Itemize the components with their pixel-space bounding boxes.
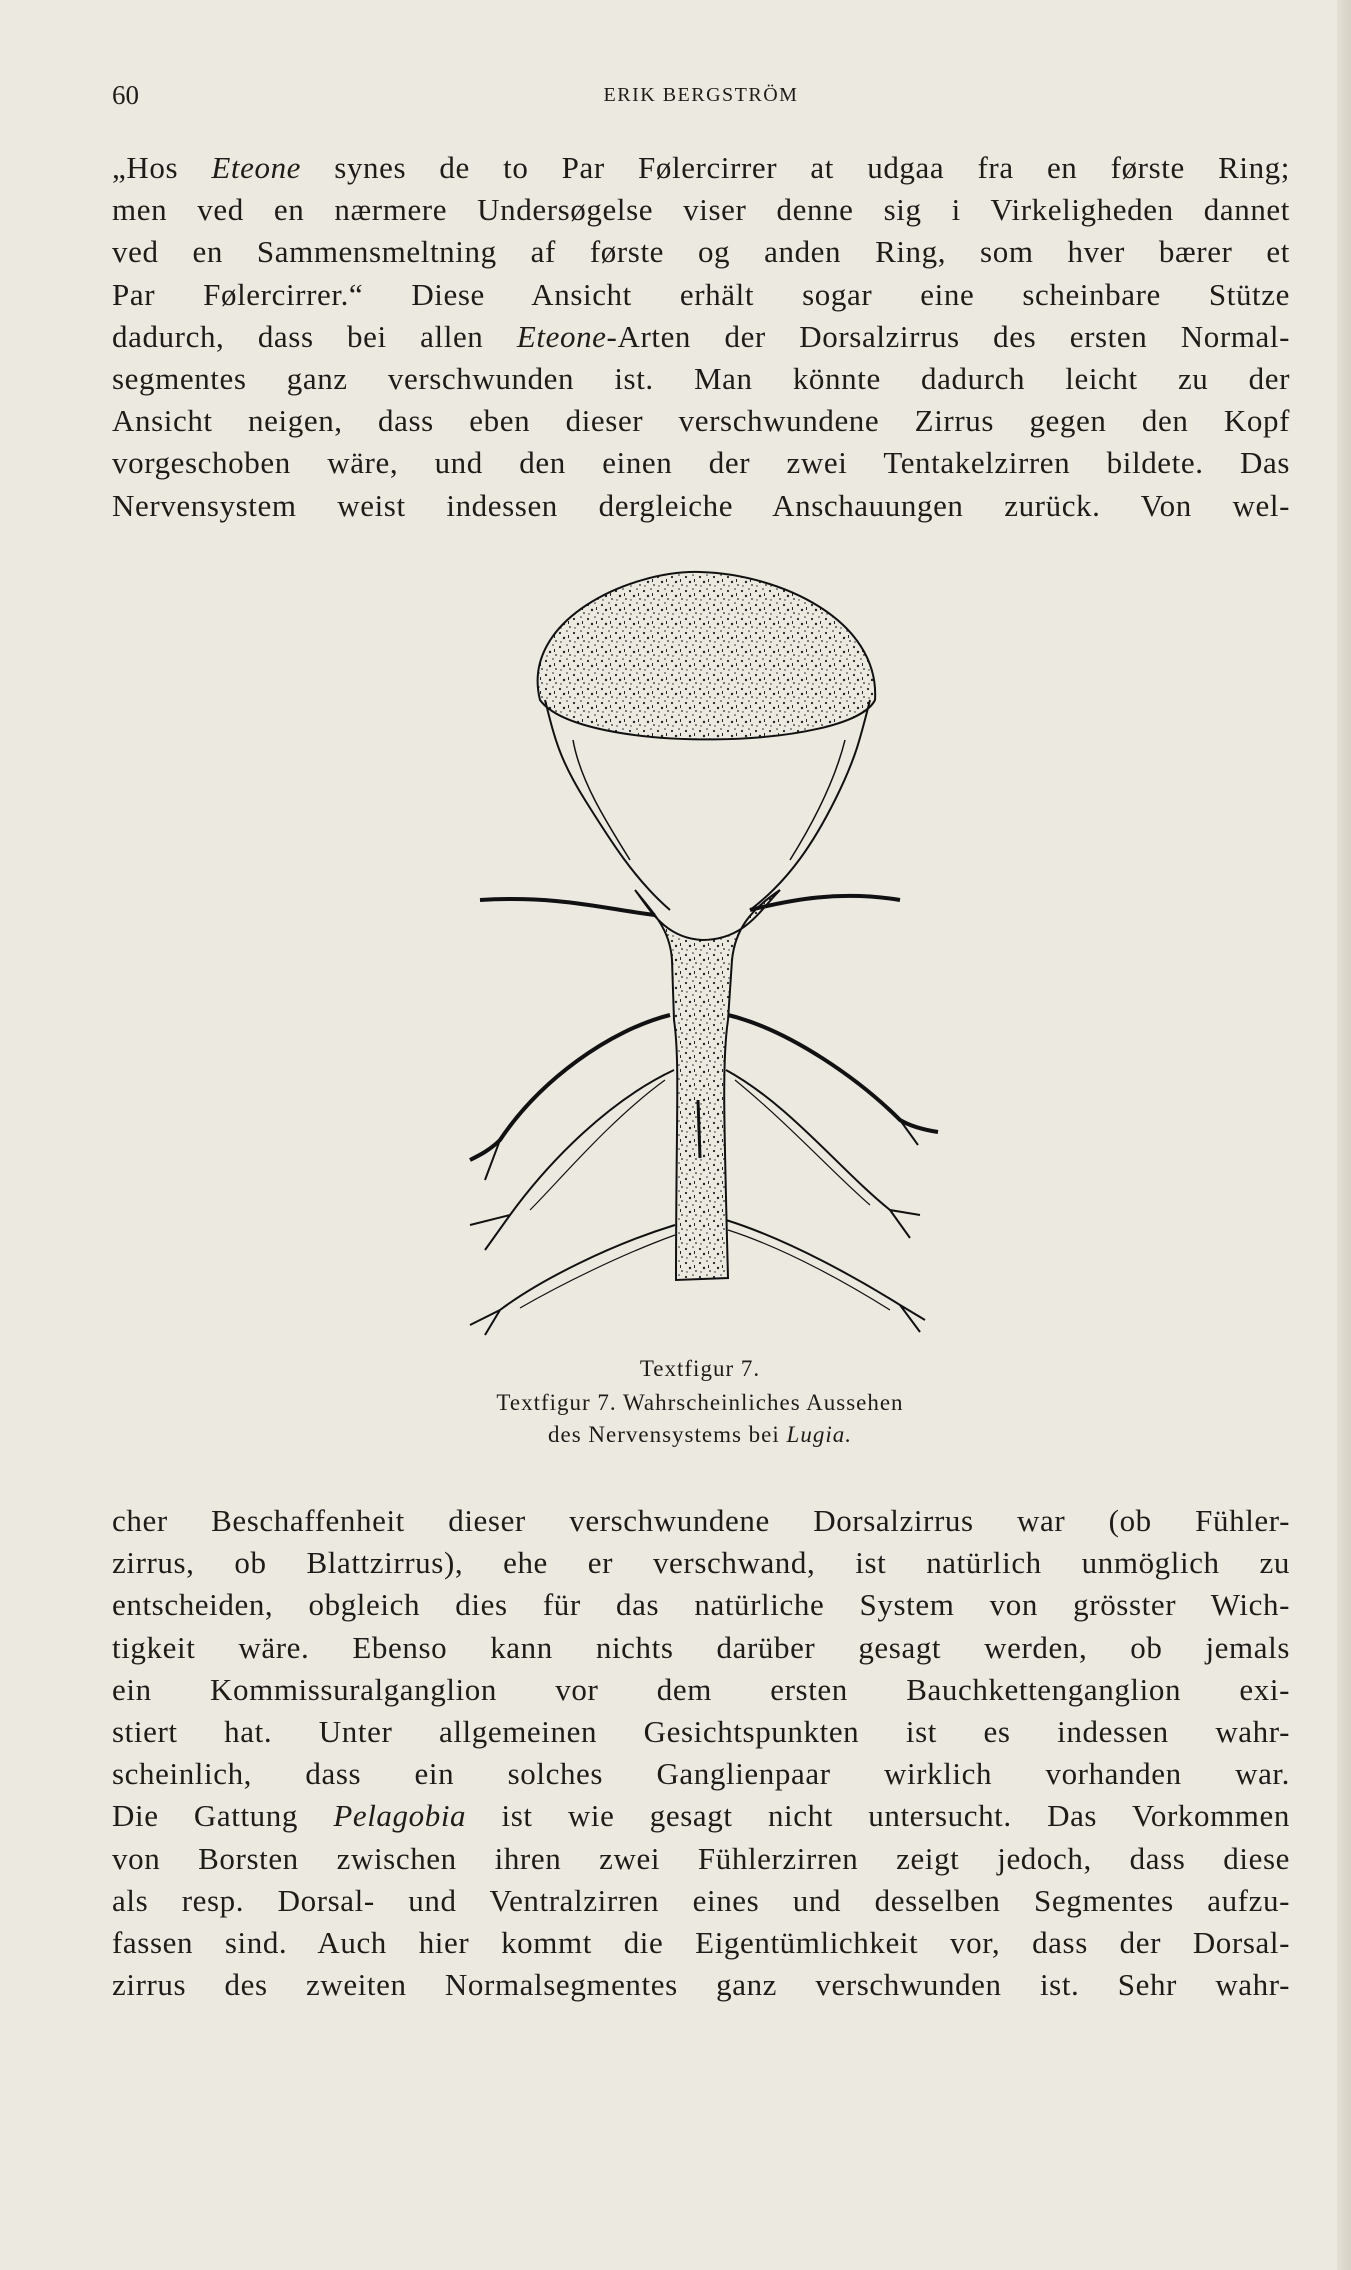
third-right-nerve bbox=[726, 1070, 920, 1238]
third-left-nerve-inner bbox=[530, 1080, 665, 1210]
line-text: Par Følercirrer.“ Diese Ansicht erhält sogar eine scheinbare Stütze bbox=[112, 276, 1290, 312]
line-text: entscheiden, obgleich dies für das natürliche System von grösster Wich- bbox=[112, 1587, 1290, 1623]
text-line bbox=[112, 1753, 1290, 1795]
line-text: fassen sind. Auch hier kommt die Eigentümlichkeit vor, dass der Dorsal- bbox=[112, 1925, 1290, 1961]
text-line bbox=[112, 1922, 1290, 1964]
line-text: ein Kommissuralganglion vor dem ersten Bauchkettenganglion exi- bbox=[112, 1671, 1290, 1707]
line-text: Die Gattung bbox=[112, 1798, 334, 1834]
line-text: tigkeit wäre. Ebenso kann nichts darüber gesagt werden, ob jemals bbox=[112, 1629, 1290, 1665]
italic-term: Pelagobia bbox=[333, 1798, 467, 1834]
text-line bbox=[112, 274, 1290, 316]
text-line bbox=[112, 189, 1290, 231]
figure-caption-line-1: Textfigur 7. Wahrscheinliches Aussehen bbox=[496, 1390, 904, 1415]
text-line bbox=[112, 1584, 1290, 1626]
page-edge bbox=[1337, 0, 1351, 2270]
ventral-nerve-cord bbox=[635, 890, 780, 1280]
paragraph-1 bbox=[112, 147, 1290, 527]
line-text: von Borsten zwischen ihren zwei Fühlerzirren zeigt jedoch, dass diese bbox=[112, 1840, 1290, 1876]
caption-genus: Lugia. bbox=[786, 1422, 852, 1447]
text-line bbox=[112, 1669, 1290, 1711]
right-connective-inner bbox=[790, 740, 845, 860]
line-text: als resp. Dorsal- und Ventralzirren eines und desselben Segmentes aufzu- bbox=[112, 1882, 1290, 1918]
page-header bbox=[112, 80, 1290, 120]
line-text: dadurch, dass bei allen bbox=[112, 318, 517, 354]
third-right-nerve-inner bbox=[735, 1080, 870, 1205]
line-text: segmentes ganz verschwunden ist. Man könnte dadurch leicht zu der bbox=[112, 361, 1290, 397]
brain-ganglion bbox=[538, 572, 876, 739]
fourth-right-nerve bbox=[726, 1220, 925, 1332]
first-left-nerve bbox=[480, 899, 655, 915]
line-text: Ansicht neigen, dass eben dieser verschwundene Zirrus gegen den Kopf bbox=[112, 403, 1290, 439]
text-line bbox=[112, 1838, 1290, 1880]
line-text: synes de to Par Følercirrer at udgaa fra en første Ring; bbox=[301, 150, 1290, 185]
text-line bbox=[112, 1542, 1290, 1584]
nervous-system-figure bbox=[460, 560, 940, 1345]
fourth-left-nerve-inner bbox=[520, 1235, 675, 1308]
paragraph-2 bbox=[112, 1500, 1290, 2006]
figure-caption-line-2 bbox=[380, 1422, 1020, 1448]
text-line bbox=[112, 231, 1290, 273]
text-line bbox=[112, 1500, 1290, 1542]
text-line bbox=[112, 400, 1290, 442]
text-line bbox=[112, 358, 1290, 400]
text-line bbox=[112, 442, 1290, 484]
line-text: scheinlich, dass ein solches Ganglienpaar wirklich vorhanden war. bbox=[112, 1756, 1290, 1792]
text-line bbox=[112, 485, 1290, 527]
line-text: Nervensystem weist indessen dergleiche Anschauungen zurück. Von wel- bbox=[112, 487, 1290, 523]
figure-label: Textfigur 7. bbox=[639, 1356, 761, 1381]
line-text: men ved en nærmere Undersøgelse viser denne sig i Virkeligheden dannet bbox=[112, 192, 1290, 228]
caption-text: des Nervensystems bei bbox=[548, 1422, 787, 1447]
page-number: 60 bbox=[112, 80, 139, 110]
italic-term: Eteone bbox=[516, 318, 607, 354]
line-text: cher Beschaffenheit dieser verschwundene Dorsalzirrus war (ob Fühler- bbox=[112, 1503, 1290, 1538]
text-line bbox=[112, 1711, 1290, 1753]
line-text: -Arten der Dorsalzirrus des ersten Normal- bbox=[606, 318, 1291, 354]
text-line bbox=[112, 316, 1290, 358]
line-text: zirrus, ob Blattzirrus), ehe er verschwand, ist natürlich unmöglich zu bbox=[112, 1545, 1290, 1581]
running-head: ERIK BERGSTRÖM bbox=[603, 84, 799, 106]
text-line bbox=[112, 147, 1290, 189]
line-text: „Hos bbox=[112, 150, 212, 185]
text-line bbox=[112, 1795, 1290, 1837]
italic-term: Eteone bbox=[211, 150, 302, 185]
left-connective-inner bbox=[573, 740, 630, 860]
line-text: zirrus des zweiten Normalsegmentes ganz verschwunden ist. Sehr wahr- bbox=[112, 1967, 1290, 2003]
line-text: ved en Sammensmeltning af første og anden Ring, som hver bærer et bbox=[112, 234, 1290, 270]
nervous-system-illustration bbox=[460, 560, 940, 1345]
line-text: vorgeschoben wäre, und den einen der zwei Tentakelzirren bildete. Das bbox=[112, 445, 1290, 481]
line-text: ist wie gesagt nicht untersucht. Das Vorkommen bbox=[466, 1798, 1290, 1834]
fourth-right-nerve-inner bbox=[728, 1230, 890, 1310]
second-right-nerve bbox=[728, 1015, 938, 1132]
second-left-nerve bbox=[470, 1015, 670, 1160]
cord-midline bbox=[698, 1100, 700, 1158]
text-line bbox=[112, 1627, 1290, 1669]
text-line bbox=[112, 1880, 1290, 1922]
line-text: stiert hat. Unter allgemeinen Gesichtspunkten ist es indessen wahr- bbox=[112, 1714, 1290, 1750]
text-line bbox=[112, 1964, 1290, 2006]
